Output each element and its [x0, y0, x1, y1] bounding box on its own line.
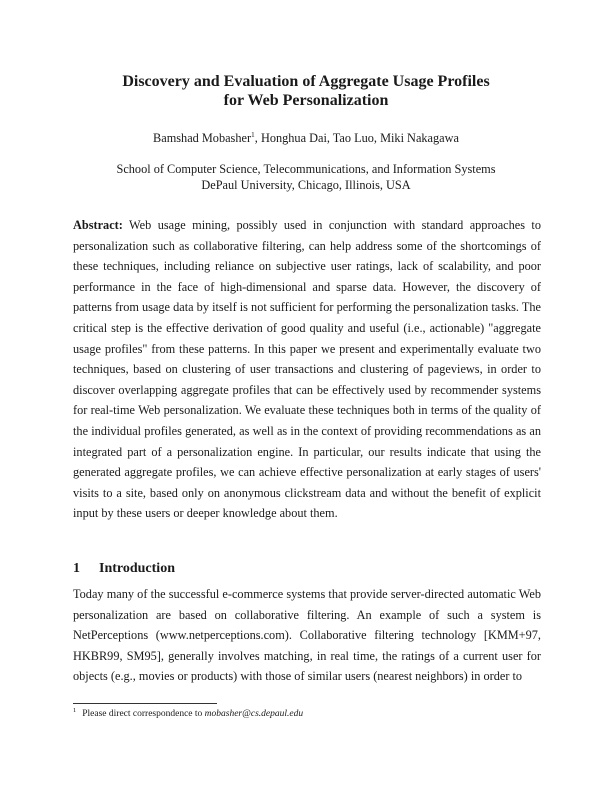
co-authors: , Honghua Dai, Tao Luo, Miki Nakagawa — [254, 131, 459, 145]
footnote-marker: 1 — [251, 130, 255, 139]
footnote-text: Please direct correspondence to — [82, 709, 205, 719]
paper-title — [0, 72, 612, 110]
author-list — [0, 131, 612, 146]
section-heading — [73, 561, 175, 577]
affiliation — [0, 162, 612, 193]
affiliation-line-1: School of Computer Science, Telecommunications, and Information Systems — [116, 162, 496, 176]
footnote-number: 1 — [73, 707, 77, 714]
footnote — [73, 708, 303, 720]
abstract — [73, 215, 541, 524]
abstract-text: Web usage mining, possibly used in conjunction with standard approaches to personalization such as collaborative filtering, can help address some of the shortcomings of these techniques, including reliance on subjective user ratings, lack of scalability, and poor performance in the face of high-dimensional and sparse data. However, the discovery of patterns from usage data by itself is not sufficient for performing the personalization tasks. The critical step is the effective derivation of good quality and useful (i.e., actionable) "aggregate usage profiles" from these patterns. In this paper we present and experimentally evaluate two techniques, based on clustering of user transactions and clustering of pageviews, in order to discover overlapping aggregate profiles that can be effectively used by recommender systems for real-time Web personalization. We evaluate these techniques both in terms of the quality of the individual profiles generated, as well as in the context of providing recommendations as an integrated part of a personalization engine. In particular, our results indicate that using the generated aggregate profiles, we can achieve effective personalization at early stages of users' visits to a site, based only on anonymous clickstream data and without the benefit of explicit input by these users or deeper knowledge about them. — [73, 218, 541, 521]
affiliation-line-2: DePaul University, Chicago, Illinois, USA — [201, 177, 411, 192]
section-number: 1 — [73, 561, 80, 576]
title-line-2: for Web Personalization — [223, 92, 389, 109]
footnote-email: mobasher@cs.depaul.edu — [204, 709, 304, 719]
intro-paragraph: Today many of the successful e-commerce systems that provide server-directed automatic Web personalization are based on collaborative filtering. An example of such a system is NetPerceptions (www.netperceptions.com). Collaborative filtering technology [KMM+97, HKBR99, SM95], generally involves matching, in real time, the ratings of a current user for objects (e.g., movies or products) with those of similar users (nearest neighbors) in order to — [73, 587, 541, 684]
section-title: Introduction — [99, 561, 175, 576]
author-name: Bamshad Mobasher — [153, 131, 252, 145]
title-line-1: Discovery and Evaluation of Aggregate Usage Profiles — [122, 73, 490, 90]
abstract-label: Abstract: — [73, 218, 123, 232]
footnote-divider — [73, 703, 217, 704]
